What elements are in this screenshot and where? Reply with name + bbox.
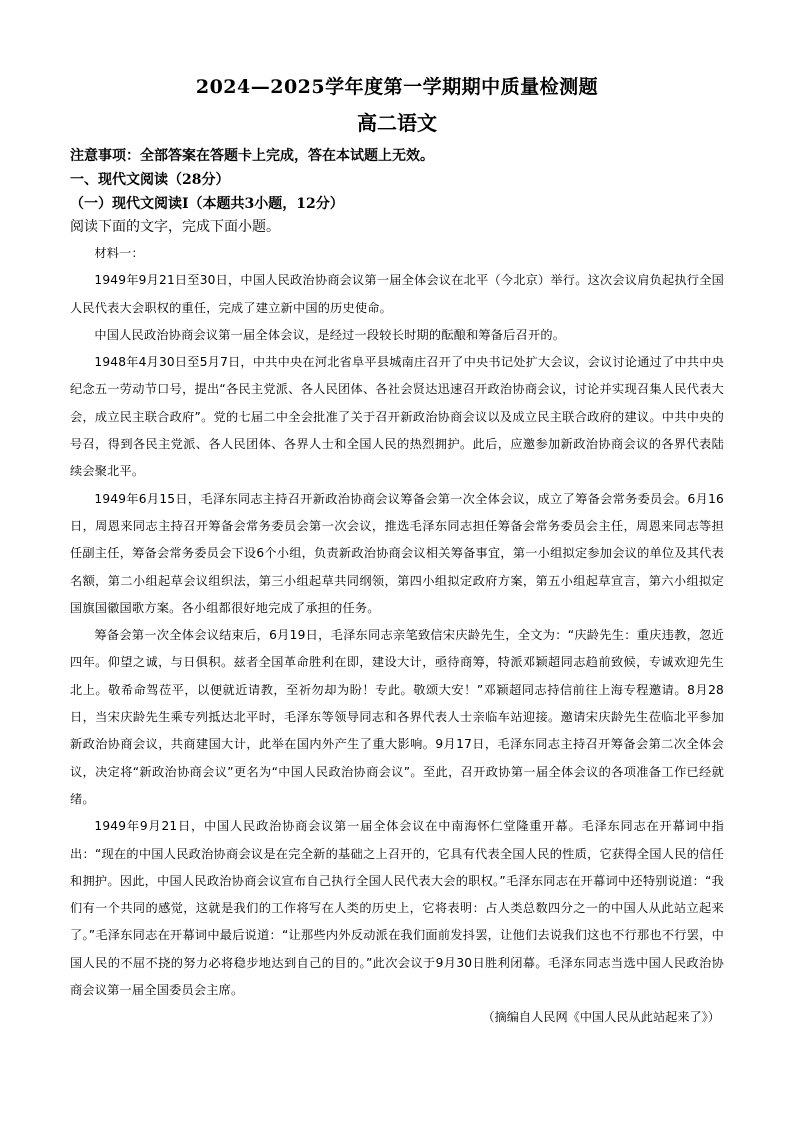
- section-heading: 一、现代文阅读（28分）: [70, 172, 230, 188]
- exam-subject: 高二语文: [357, 111, 437, 135]
- exam-notice: 注意事项：全部答案在答题卡上完成，答在本试题上无效。: [70, 148, 434, 164]
- material-label: 材料一：: [94, 246, 144, 260]
- material-source: （摘编自人民网《中国人民从此站起来了》）: [482, 1010, 720, 1025]
- material-paragraph: 1949年9月21日，中国人民政治协商会议第一届全体会议在中南海怀仁堂隆重开幕。毛泽东同志在开幕词中指出：“现在的中国人民政治协商会议是在完全新的基础之上召开的，它具有代表全国人民的性质，它获得全国人民的信任和拥护。因此，中国人民政治协商会议宣布自己执行全国人民代表大会的职权。”毛泽东同志在开幕词中还特别说道：“我们有一个共同的感觉，这就是我们的工作将写在人类的历史上，它将表明：占人类总数四分之一的中国人从此站立起来了。”毛泽东同志在开幕词中最后说道：“让那些内外反动派在我们面前发抖罢，让他们去说我们这也不行那也不行罢，中国人民的不屈不挠的努力必将稳步地达到自己的目的。”此次会议于9月30日胜利闭幕。毛泽东同志当选中国人民政治协商会议第一届全国委员会主席。: [70, 819, 724, 998]
- material-paragraph: 1949年9月21日至30日，中国人民政治协商会议第一届全体会议在北平（今北京）举行。这次会议肩负起执行全国人民代表大会职权的重任，完成了建立新中国的历史使命。: [70, 273, 724, 315]
- reading-instruction: 阅读下面的文字，完成下面小题。: [70, 219, 280, 235]
- material-paragraph: 1949年6月15日，毛泽东同志主持召开新政治协商会议筹备会第一次全体会议，成立了筹备会常务委员会。6月16日，周恩来同志主持召开筹备会常务委员会第一次会议，推选毛泽东同志担任筹备会常务委员会主任，周恩来同志等担任副主任，筹备会常务委员会下设6个小组，负责新政治协商会议相关筹备事宜，第一小组拟定参加会议的单位及其代表名额，第二小组起草会议组织法，第三小组起草共同纲领，第四小组拟定政府方案，第五小组起草宣言，第六小组拟定国旗国徽国歌方案。各小组都很好地完成了承担的任务。: [70, 491, 724, 615]
- exam-title: 2024—2025学年度第一学期期中质量检测题: [195, 76, 599, 98]
- material-paragraph: 筹备会第一次全体会议结束后，6月19日，毛泽东同志亲笔致信宋庆龄先生，全文为：“庆龄先生：重庆违教，忽近四年。仰望之诚，与日俱积。兹者全国革命胜利在即，建设大计，亟待商筹，特派邓颖超同志趋前致候，专诚欢迎先生北上。敬希命驾莅平，以便就近请教，至祈勿却为盼！专此。敬颂大安！”邓颖超同志持信前往上海专程邀请。8月28日，当宋庆龄先生乘专列抵达北平时，毛泽东等领导同志和各界代表人士亲临车站迎接。邀请宋庆龄先生莅临北平参加新政治协商会议，共商建国大计，此举在国内外产生了重大影响。9月17日，毛泽东同志主持召开筹备会第二次全体会议，决定将“新政治协商会议”更名为“中国人民政治协商会议”。至此，召开政协第一届全体会议的各项准备工作已经就绪。: [70, 628, 724, 806]
- subsection-heading: （一）现代文阅读Ⅰ（本题共3小题，12分）: [70, 196, 344, 212]
- material-paragraph: 1948年4月30日至5月7日，中共中央在河北省阜平县城南庄召开了中央书记处扩大会议，会议讨论通过了中共中央纪念五一劳动节口号，提出“各民主党派、各人民团体、各社会贤达迅速召开政治协商会议，讨论并实现召集人民代表大会，成立民主联合政府”。党的七届二中全会批准了关于召开新政治协商会议以及成立民主联合政府的建议。中共中央的号召，得到各民主党派、各人民团体、各界人士和全国人民的热烈拥护。此后，应邀参加新政治协商会议的各界代表陆续会聚北平。: [70, 355, 724, 479]
- material-paragraph: 中国人民政治协商会议第一届全体会议，是经过一段较长时期的酝酿和筹备后召开的。: [94, 327, 566, 342]
